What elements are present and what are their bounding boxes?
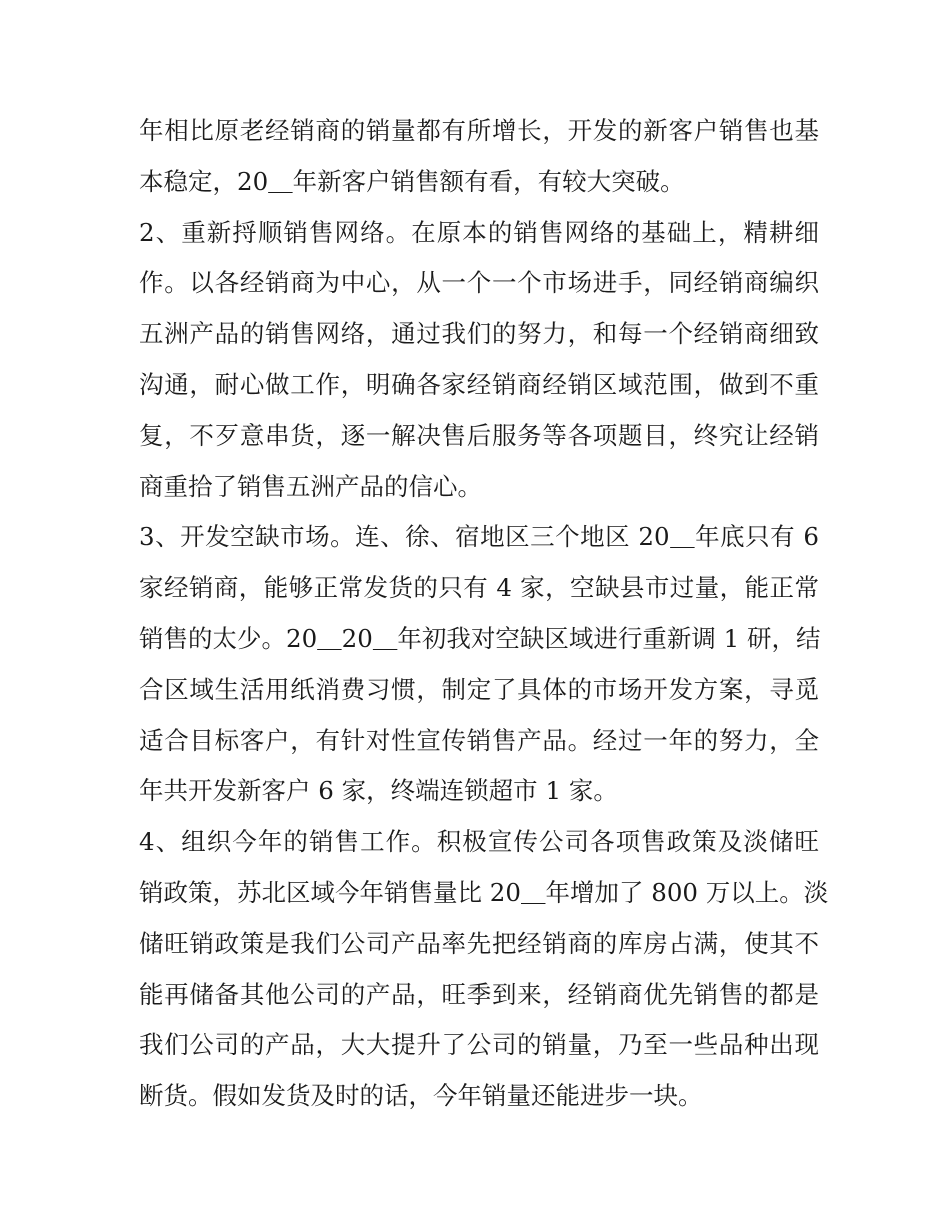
text-line: 年共开发新客户 6 家，终端连锁超市 1 家。: [139, 776, 618, 806]
text-line: 沟通，耐心做工作，明确各家经销商经销区域范围，做到不重: [139, 369, 819, 399]
text-line: 适合目标客户，有针对性宣传销售产品。经过一年的努力，全: [139, 725, 819, 755]
document-body: [139, 106, 829, 1122]
text-line: 年相比原老经销商的销量都有所增长，开发的新客户销售也基: [139, 116, 819, 145]
text-line: 3、开发空缺市场。连、徐、宿地区三个地区 20＿年底只有 6: [139, 522, 819, 552]
text-line: 商重拾了销售五洲产品的信心。: [139, 471, 482, 501]
text-line: 4、组织今年的销售工作。积极宣传公司各项售政策及淡储旺: [139, 827, 819, 857]
text-line: 合区域生活用纸消费习惯，制定了具体的市场开发方案，寻觅: [139, 674, 819, 704]
text-line: 五洲产品的销售网络，通过我们的努力，和每一个经销商细致: [139, 319, 819, 349]
text-line: 复，不歹意串货，逐一解决售后服务等各项题目，终究让经销: [139, 420, 819, 450]
text-line: 我们公司的产品，大大提升了公司的销量，乃至一些品种出现: [139, 1030, 819, 1060]
text-line: 销政策，苏北区域今年销售量比 20＿年增加了 800 万以上。淡: [139, 877, 829, 907]
text-line: 家经销商，能够正常发货的只有 4 家，空缺县市过量，能正常: [139, 573, 819, 603]
text-line: 本稳定，20＿年新客户销售额有看，有较大突破。: [139, 166, 685, 196]
text-line: 能再储备其他公司的产品，旺季到来，经销商优先销售的都是: [139, 979, 819, 1009]
text-line: 作。以各经销商为中心，从一个一个市场进手，同经销商编织: [139, 268, 819, 298]
text-line: 销售的太少。20＿20＿年初我对空缺区域进行重新调 1 研，结: [139, 623, 821, 653]
text-line: 储旺销政策是我们公司产品率先把经销商的库房占满，使其不: [139, 928, 819, 958]
text-line: 断货。假如发货及时的话，今年销量还能进步一块。: [139, 1081, 703, 1111]
text-line: 2、重新捋顺销售网络。在原本的销售网络的基础上，精耕细: [139, 217, 819, 247]
